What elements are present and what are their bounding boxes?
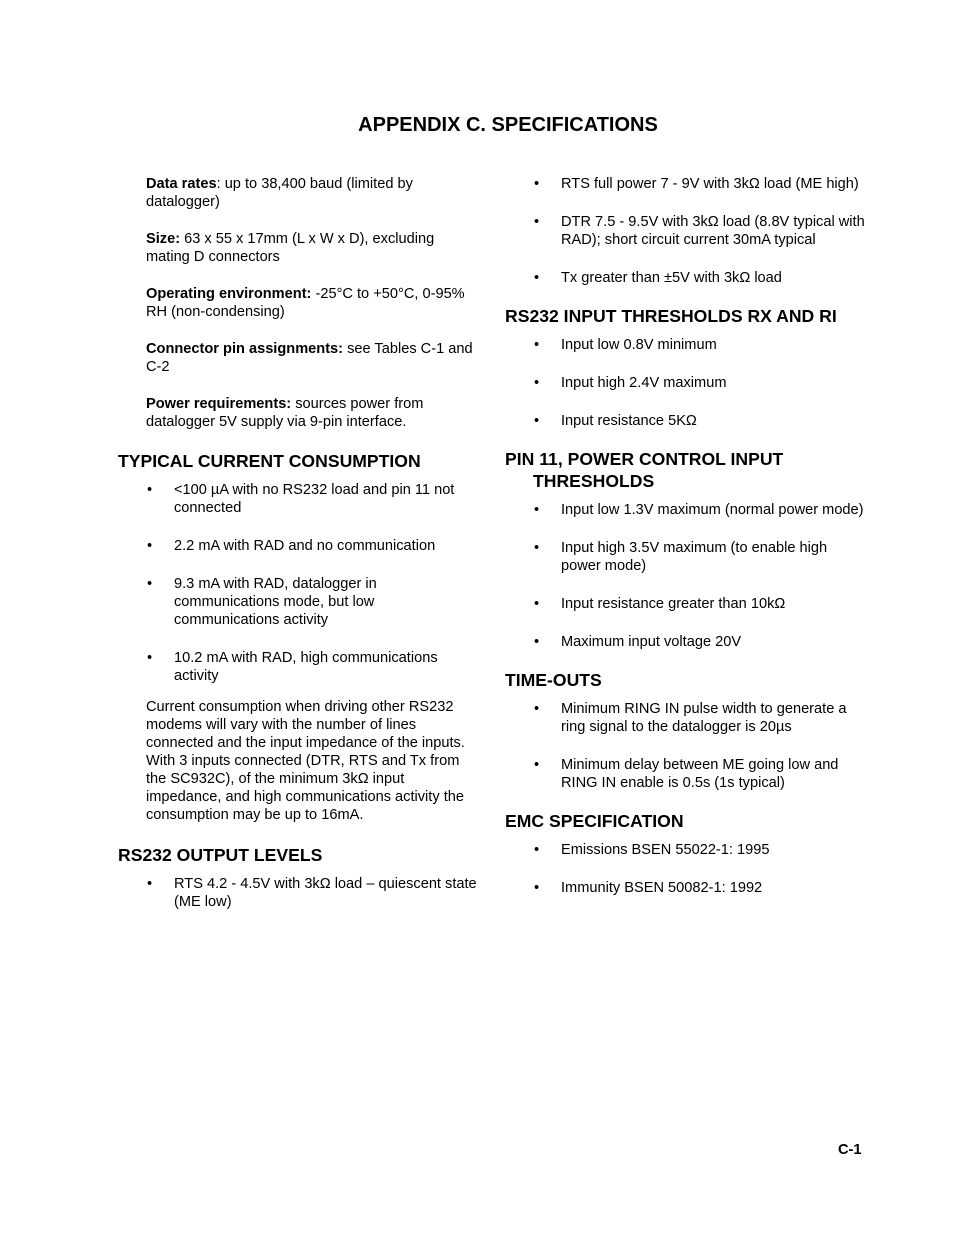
list-item: [505, 539, 865, 575]
spec-label: Data rates: [146, 176, 217, 192]
list-item-text: Input resistance 5KΩ: [561, 413, 697, 429]
bullet-icon: •: [534, 757, 540, 773]
spec-operating-environment: [146, 285, 478, 321]
spec-label: Operating environment:: [146, 286, 312, 302]
spec-value: -25°C to +50°C, 0-95% RH (non-condensing): [146, 286, 465, 320]
heading-emc-specification: EMC SPECIFICATION: [505, 811, 684, 831]
list-item-text: Input resistance greater than 10kΩ: [561, 596, 786, 612]
list-item-text: Maximum input voltage 20V: [561, 634, 742, 650]
list-item: [118, 481, 478, 517]
bullet-icon: •: [534, 176, 540, 192]
list-item: [505, 633, 865, 651]
list-item: [118, 875, 478, 911]
page-title: APPENDIX C. SPECIFICATIONS: [358, 114, 658, 136]
spec-value: 63 x 55 x 17mm (L x W x D), excluding mating D connectors: [146, 231, 435, 265]
bullet-icon: •: [534, 701, 540, 717]
list-item: [505, 213, 865, 249]
list-item-text: DTR 7.5 - 9.5V with 3kΩ load (8.8V typical with RAD); short circuit current 30mA typical: [561, 214, 865, 248]
heading-input-thresholds: RS232 INPUT THRESHOLDS RX AND RI: [505, 306, 837, 326]
list-item-text: 2.2 mA with RAD and no communication: [174, 538, 436, 554]
spec-label: Size:: [146, 231, 181, 247]
list-current-consumption: [118, 481, 478, 685]
current-consumption-note: Current consumption when driving other RS232 modems will vary with the number of lines connected and the input impedance of the inputs. With 3 inputs connected (DTR, RTS and Tx from the SC932C), of the minimum 3kΩ input impedance, and high communications activity the consumption may be up to 16mA.: [146, 699, 465, 823]
left-column: [118, 175, 478, 924]
bullet-icon: •: [534, 375, 540, 391]
list-output-levels-part2: [505, 175, 865, 287]
spec-value: sources power from datalogger 5V supply via 9-pin interface.: [146, 396, 424, 430]
bullet-icon: •: [534, 634, 540, 650]
list-item: [505, 175, 865, 193]
bullet-icon: •: [147, 482, 153, 498]
list-item: [118, 537, 478, 555]
spec-separator: :: [216, 176, 225, 192]
bullet-icon: •: [534, 842, 540, 858]
list-item: [505, 841, 865, 859]
list-pin11-thresholds: [505, 501, 865, 651]
bullet-icon: •: [534, 502, 540, 518]
list-output-levels-part1: [118, 875, 478, 911]
right-column: [505, 175, 865, 910]
list-item: [505, 595, 865, 613]
heading-time-outs: TIME-OUTS: [505, 670, 602, 690]
list-item-text: RTS 4.2 - 4.5V with 3kΩ load – quiescent state (ME low): [174, 876, 477, 910]
bullet-icon: •: [534, 540, 540, 556]
list-item: [505, 879, 865, 897]
spec-connector-pins: [146, 340, 478, 376]
list-item-text: Tx greater than ±5V with 3kΩ load: [561, 270, 782, 286]
list-item: [505, 756, 865, 792]
bullet-icon: •: [147, 650, 153, 666]
list-item-text: Emissions BSEN 55022-1: 1995: [561, 842, 770, 858]
list-item-text: Input low 0.8V minimum: [561, 337, 717, 353]
bullet-icon: •: [534, 880, 540, 896]
bullet-icon: •: [534, 270, 540, 286]
list-item: [505, 374, 865, 392]
bullet-icon: •: [147, 538, 153, 554]
list-item-text: Minimum delay between ME going low and RING IN enable is 0.5s (1s typical): [561, 757, 839, 791]
bullet-icon: •: [534, 413, 540, 429]
list-emc-specification: [505, 841, 865, 897]
heading-current-consumption: TYPICAL CURRENT CONSUMPTION: [118, 451, 421, 471]
list-item: [505, 269, 865, 287]
spec-value: up to 38,400 baud (limited by datalogger): [146, 176, 413, 210]
bullet-icon: •: [147, 576, 153, 592]
bullet-icon: •: [534, 596, 540, 612]
list-item-text: 10.2 mA with RAD, high communications activity: [174, 650, 438, 684]
list-item-text: Input low 1.3V maximum (normal power mode): [561, 502, 864, 518]
list-item-text: Input high 3.5V maximum (to enable high power mode): [561, 540, 828, 574]
list-item-text: Minimum RING IN pulse width to generate a ring signal to the datalogger is 20µs: [561, 701, 847, 735]
page-number: C-1: [838, 1142, 862, 1158]
spec-power-requirements: [146, 395, 478, 431]
list-item: [505, 501, 865, 519]
spec-size: [146, 230, 478, 266]
bullet-icon: •: [147, 876, 153, 892]
list-item-text: RTS full power 7 - 9V with 3kΩ load (ME high): [561, 176, 859, 192]
bullet-icon: •: [534, 214, 540, 230]
bullet-icon: •: [534, 337, 540, 353]
list-item-text: Input high 2.4V maximum: [561, 375, 727, 391]
spec-label: Power requirements:: [146, 396, 292, 412]
spec-value: see Tables C-1 and C-2: [146, 341, 473, 375]
list-item-text: 9.3 mA with RAD, datalogger in communications mode, but low communications activity: [174, 576, 377, 628]
spec-label: Connector pin assignments:: [146, 341, 344, 357]
heading-pin11-thresholds: PIN 11, POWER CONTROL INPUT THRESHOLDS: [505, 449, 784, 491]
list-input-thresholds: [505, 336, 865, 430]
heading-output-levels: RS232 OUTPUT LEVELS: [118, 845, 323, 865]
list-item: [505, 336, 865, 354]
list-item: [118, 575, 478, 629]
list-time-outs: [505, 700, 865, 792]
list-item: [505, 412, 865, 430]
spec-data-rates: [146, 175, 478, 211]
list-item-text: Immunity BSEN 50082-1: 1992: [561, 880, 763, 896]
list-item-text: <100 µA with no RS232 load and pin 11 not connected: [174, 482, 455, 516]
list-item: [118, 649, 478, 685]
list-item: [505, 700, 865, 736]
